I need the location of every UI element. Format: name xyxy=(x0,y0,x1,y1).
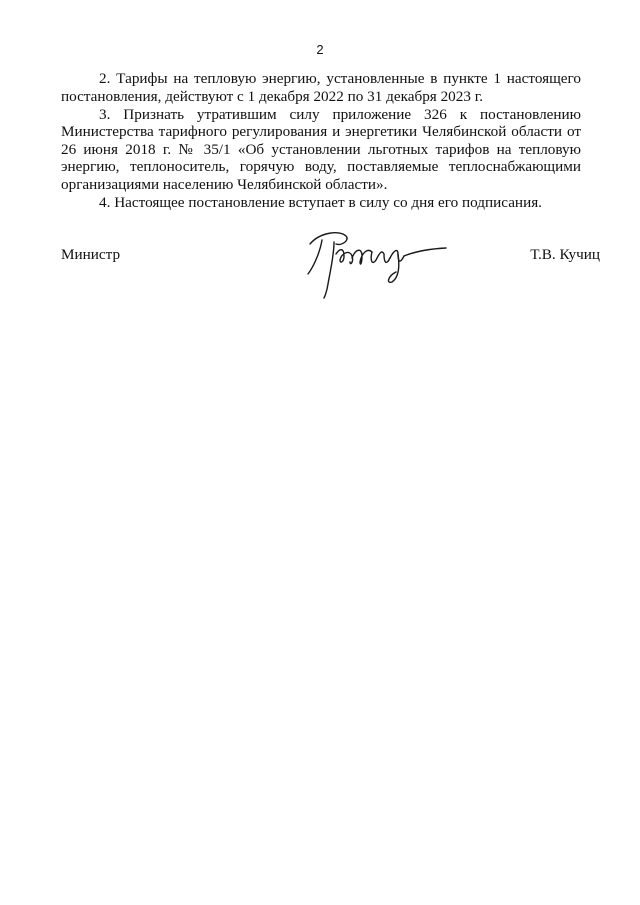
paragraph-3: 3. Признать утратившим силу приложение 326 к постановлению Министерства тарифного регулирования и энергетики Челябинской области от 26 июня 2018 г. № 35/1 «Об установлении льготных тарифов на тепловую энергию, теплоноситель, горячую воду, поставляемые теплоснабжающими организациями населению Челябинской области». xyxy=(61,105,581,193)
signatory-name: Т.В. Кучиц xyxy=(530,246,600,263)
handwritten-signature-icon xyxy=(300,222,450,300)
page-number: 2 xyxy=(316,42,324,57)
document-body xyxy=(61,70,581,212)
signatory-title: Министр xyxy=(61,246,121,263)
paragraph-2: 2. Тарифы на тепловую энергию, установленные в пункте 1 настоящего постановления, действуют с 1 декабря 2022 по 31 декабря 2023 г. xyxy=(61,70,581,105)
paragraph-4: 4. Настоящее постановление вступает в силу со дня его подписания. xyxy=(99,193,542,211)
